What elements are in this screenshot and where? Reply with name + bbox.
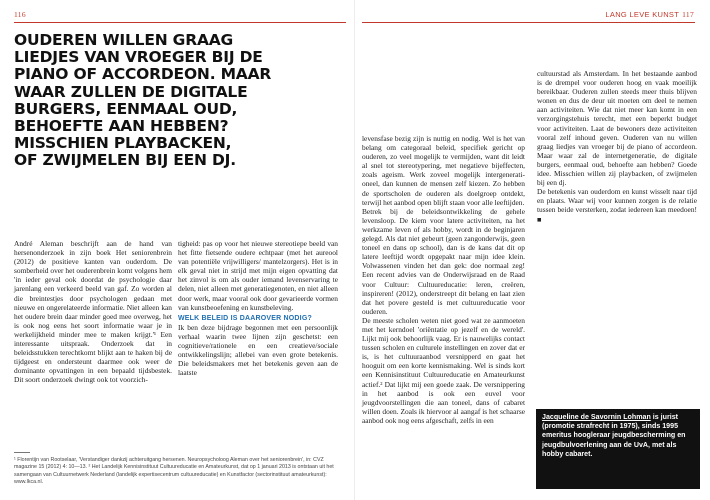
running-header-right (605, 10, 694, 19)
header-rule-left (14, 22, 346, 23)
pull-quote: OUDEREN WILLEN GRAAG LIEDJES VAN VROEGER BIJ DE PIANO OF ACCORDEON. MAAR WAAR ZULLEN DE DIGITALE BURGERS, EENMAAL OUD, BEHOEFTE AAN HEBBEN? MISSCHIEN PLAYBACKEN, OF ZWIJMELEN BIJ EEN DJ. (14, 31, 272, 170)
paragraph: Betrek bij de beleidsontwikkeling de gehele levensloop. De kiem voor latere activiteiten, na het werkzame leven of als hobby, wordt in de beginjaren gelegd. Als dat niet gebeurt (geen zangonderwijs, geen toneel en dans op school), dan is de kans dat dit op latere leeftijd wordt opgepakt naar mijn idee klein. Volwassenen vinden het dan gek: doe normaal zeg! Een recent advies van de Onderwijsraad en de Raad voor Cultuur: Cultuureducatie: leren, creëren, inspireren! (2012), onderstreept dit belang en laat zien dat het povere gesteld is met cultuureducatie voor ouderen. (362, 206, 525, 316)
text-column-4 (537, 69, 697, 224)
header-rule-right (362, 22, 695, 23)
text-column-2 (178, 239, 338, 377)
paragraph: levensfase bezig zijn is nuttig en nodig. Wel is het van belang om categoraal beleid, specifiek gericht op ouderen, zo veel mogelijk te vermijden, want dit leidt al snel tot stereotypering, met negatieve bijeffecten, zoals ageism. Werk zoveel mogelijk intergenerationeel, dan kunnen de mensen zelf kiezen. Zo hebben de sportscholen de ouderen als doelgroep ontdekt, terwijl het aanbod open blijft staan voor alle leeftijden. (362, 134, 525, 207)
paragraph: De betekenis van ouderdom en kunst wisselt naar tijd en plaats. Waar wij voor kunnen zorgen is de relatie tussen beide versterken, zodat iedereen kan meedoen! ■ (537, 187, 697, 224)
footnote-rule (14, 452, 30, 453)
text-column-3 (362, 134, 525, 425)
paragraph: tigheid: pas op voor het nieuwe stereotiepe beeld van het fitte fietsende oudere echtpaar (met het aureool van potentiële vrijwilligers/ mantelzorgers). Het is in elk geval niet in strijd met mijn eigen opvatting dat het zinvol is om als ouder iemand levenservaring te delen, niet alleen met generatiegenoten, en niet alleen door werk, maar vooral ook door gevarieerde vormen van kunstbeoefening en kunstbeleving. (178, 239, 338, 312)
footnotes (14, 457, 336, 487)
footnote: ¹ Florentijn van Rootselaar, 'Verstandiger dankzij achteruitgang hersenen. Neuropsycholoog Aleman over het seniorenbrein', in: CVZ magazine 15 (2012) 4: 10—13. ² Het Landelijk Kennisinstituut Cultuureducatie en Amateurkunst, dat op 1 januari 2013 is ontstaan uit het samengaan van Cultuurnetwerk Nederland (landelijk expertisecentrum cultuureducatie) en Kunstfactor (sectorinstituut amateurkunst): www.lkca.nl. (14, 457, 334, 486)
paragraph: André Aleman beschrijft aan de hand van hersenonderzoek in zijn boek Het seniorenbrein (2012) de positieve kanten van ouderdom. De somberheid over het ouderenbrein komt volgens hem 'in ieder geval ook doordat de psychologie daar jarenlang een verkeerd beeld van gaf. Zo worden al die breintestjes door psychologen gedaan met nieuwe en ongerelateerde informatie. Niet alleen kan het oudere brein daar minder goed mee overweg, het is ook nog eens het soort informatie waar je in werkelijkheid minder mee te maken krijgt.'¹ Een interessante uitspraak. Onderzoek dat in beleidsstukken terechtkomt blijkt aan te haken bij de tijdgeest en ondersteunt daarmee ook weer de dominante opvattingen in een bepaald tijdsbestek. Dit soort onderzoek dwingt ook tot voorzich- (14, 239, 172, 385)
section-heading: WELK BELEID IS DAAROVER NODIG? (178, 314, 312, 322)
author-name: Jacqueline de Savornin Lohman (542, 413, 651, 421)
page-number-left: 116 (14, 10, 26, 19)
page-gutter (354, 0, 355, 500)
paragraph: cultuurstad als Amsterdam. In het bestaande aanbod is de drempel voor ouderen hoog en vaak moeilijk bereikbaar. Ouderen zullen steeds meer thuis blijven wonen en dus de deur uit moeten om deel te nemen aan activiteiten. Wie dat niet meer kan komt in een verzorgingstehuis terecht, met een beperkt budget voor activiteiten. Laat de bewoners deze activiteiten vooral zelf inhoud geven. Ouderen van nu willen graag liedjes van vroeger bij de piano of accordeon. Maar waar zal de internetgeneratie, de digitale burgers, eenmaal oud, behoefte aan hebben? Goede idee. Misschien willen zij playbacken, of zwijmelen bij een dj. (537, 69, 697, 188)
author-bio-box (536, 409, 700, 489)
page-number-right: 117 (682, 10, 694, 19)
paragraph: Ik ben deze bijdrage begonnen met een persoonlijk verhaal waarin twee lijnen zijn geschetst: een cognitieve/rationele en een creatieve/sociale ontwikkelingslijn; allebei van even grote betekenis. Die beleidsmakers met het betekenis geven aan de laatste (178, 322, 338, 378)
paragraph: De meeste scholen weten niet goed wat ze aanmoeten met het kerndoel 'oriëntatie op jezelf en de wereld'. Lijkt mij ook behoorlijk vaag. Er is nauwelijks contact tussen scholen en culturele instellingen en zover dat er is, is het cultuuraanbod versnipperd en gaat het hooguit om een korte kennismaking. Wel is sinds kort een Kennisinstituut Cultuureducatie en Amateurkunst actief.² Dat lijkt mij een goede zaak. De versnippering in het aanbod is ook een euvel voor jeugdvoorstellingen die aan toneel, dans of cabaret willen doen. Zoals ik hiervoor al aangaf is het schaarse aanbod ook nog eens afgeschaft, zelfs in een (362, 315, 525, 425)
running-title: LANG LEVE KUNST (605, 10, 680, 19)
text-column-1 (14, 239, 172, 385)
author-bio: is jurist (promotie strafrecht in 1975), sinds 1995 emeritus hoogleraar jeugdbescherming en jeugdbulvoerlening aan de UvA, met als hobby cabaret. (542, 413, 686, 458)
